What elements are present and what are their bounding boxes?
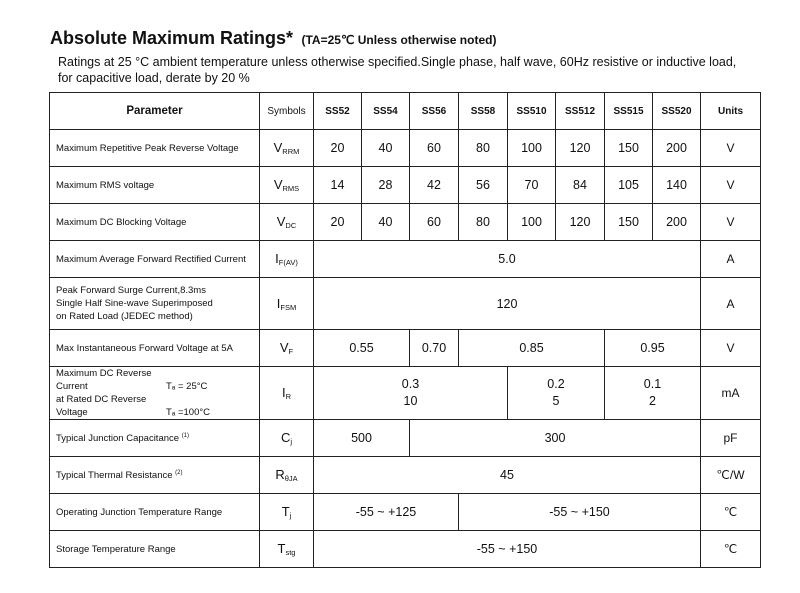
value-cell: 80: [459, 204, 508, 241]
value-cell: 100: [508, 130, 556, 167]
header-symbols: Symbols: [260, 93, 314, 130]
value-cell: 0.1 2: [605, 367, 701, 420]
value-cell: 70: [508, 167, 556, 204]
unit-cell: A: [701, 241, 761, 278]
row-vdc: [50, 204, 761, 241]
title-main: Absolute Maximum Ratings*: [50, 28, 294, 48]
value-cell: 105: [605, 167, 653, 204]
value-cell: 200: [653, 130, 701, 167]
param-label: Maximum DC Blocking Voltage: [50, 204, 260, 241]
param-label: Typical Junction Capacitance $^{(1)}$: [50, 420, 260, 457]
row-vrrm: [50, 130, 761, 167]
row-cj: [50, 420, 761, 457]
note-line-1: Ratings at 25 °C ambient temperature unless otherwise specified.Single phase, half wave, 60Hz resistive or inductive load,: [58, 55, 737, 69]
value-cell: 120: [314, 278, 701, 330]
symbol: $I_{F(AV)}$: [260, 241, 314, 278]
value-cell: 60: [410, 130, 459, 167]
value-cell: 300: [410, 420, 701, 457]
value-cell: 40: [362, 204, 410, 241]
value-cell: 0.95: [605, 330, 701, 367]
row-tstg: [50, 531, 761, 568]
note-line-2: for capacitive load, derate by 20 %: [58, 71, 250, 85]
unit-cell: pF: [701, 420, 761, 457]
header-model: SS515: [605, 93, 653, 130]
param-label: Max Instantaneous Forward Voltage at 5A: [50, 330, 260, 367]
value-cell: 150: [605, 204, 653, 241]
value-cell: 0.70: [410, 330, 459, 367]
symbol: $T_j$: [260, 494, 314, 531]
param-label: Typical Thermal Resistance $^{(2)}$: [50, 457, 260, 494]
value-cell: 28: [362, 167, 410, 204]
value-cell: 40: [362, 130, 410, 167]
row-tj: [50, 494, 761, 531]
row-rth: [50, 457, 761, 494]
title-condition: (TA=25℃ Unless otherwise noted): [301, 33, 497, 47]
param-label: Maximum Average Forward Rectified Current: [50, 241, 260, 278]
ratings-note: [58, 54, 758, 86]
param-label: Maximum DC Reverse Current Tₐ = 25°C at Rated DC Reverse Voltage Tₐ =100°C: [50, 367, 260, 420]
value-cell: 100: [508, 204, 556, 241]
symbol: $V_F$: [260, 330, 314, 367]
symbol: $R_{\theta JA}$: [260, 457, 314, 494]
row-ir: [50, 367, 761, 420]
value-cell: 5.0: [314, 241, 701, 278]
unit-cell: ℃: [701, 494, 761, 531]
value-cell: 120: [556, 204, 605, 241]
value-cell: 0.85: [459, 330, 605, 367]
value-cell: 56: [459, 167, 508, 204]
header-model: SS56: [410, 93, 459, 130]
value-cell: 20: [314, 204, 362, 241]
unit-cell: V: [701, 130, 761, 167]
row-ifsm: [50, 278, 761, 330]
symbol: $V_{RRM}$: [260, 130, 314, 167]
param-label: Storage Temperature Range: [50, 531, 260, 568]
header-model: SS510: [508, 93, 556, 130]
ratings-table: [49, 92, 761, 568]
header-row: [50, 93, 761, 130]
header-model: SS54: [362, 93, 410, 130]
param-label: Maximum Repetitive Peak Reverse Voltage: [50, 130, 260, 167]
header-model: SS58: [459, 93, 508, 130]
value-cell: 0.2 5: [508, 367, 605, 420]
symbol: $V_{DC}$: [260, 204, 314, 241]
value-cell: 0.55: [314, 330, 410, 367]
symbol: $T_{stg}$: [260, 531, 314, 568]
value-cell: 120: [556, 130, 605, 167]
value-cell: 80: [459, 130, 508, 167]
value-cell: 150: [605, 130, 653, 167]
unit-cell: ℃: [701, 531, 761, 568]
param-label: Operating Junction Temperature Range: [50, 494, 260, 531]
unit-cell: mA: [701, 367, 761, 420]
value-cell: 200: [653, 204, 701, 241]
unit-cell: V: [701, 204, 761, 241]
symbol: $I_R$: [260, 367, 314, 420]
value-cell: 500: [314, 420, 410, 457]
value-cell: -55 ~ +150: [459, 494, 701, 531]
value-cell: 14: [314, 167, 362, 204]
value-cell: 20: [314, 130, 362, 167]
value-cell: -55 ~ +125: [314, 494, 459, 531]
value-cell: 84: [556, 167, 605, 204]
value-cell: 60: [410, 204, 459, 241]
header-units: Units: [701, 93, 761, 130]
header-parameter: Parameter: [50, 93, 260, 130]
page-title: [50, 28, 496, 49]
value-cell: -55 ~ +150: [314, 531, 701, 568]
symbol: $I_{FSM}$: [260, 278, 314, 330]
row-ifav: [50, 241, 761, 278]
value-cell: 0.3 10: [314, 367, 508, 420]
symbol: $V_{RMS}$: [260, 167, 314, 204]
param-label: Maximum RMS voltage: [50, 167, 260, 204]
value-cell: 140: [653, 167, 701, 204]
header-model: SS52: [314, 93, 362, 130]
param-label: Peak Forward Surge Current,8.3ms Single Half Sine-wave Superimposed on Rated Load (JEDEC method): [50, 278, 260, 330]
symbol: $C_j$: [260, 420, 314, 457]
header-model: SS520: [653, 93, 701, 130]
row-vf: [50, 330, 761, 367]
unit-cell: V: [701, 330, 761, 367]
unit-cell: ℃/W: [701, 457, 761, 494]
header-model: SS512: [556, 93, 605, 130]
unit-cell: A: [701, 278, 761, 330]
value-cell: 45: [314, 457, 701, 494]
unit-cell: V: [701, 167, 761, 204]
row-vrms: [50, 167, 761, 204]
value-cell: 42: [410, 167, 459, 204]
